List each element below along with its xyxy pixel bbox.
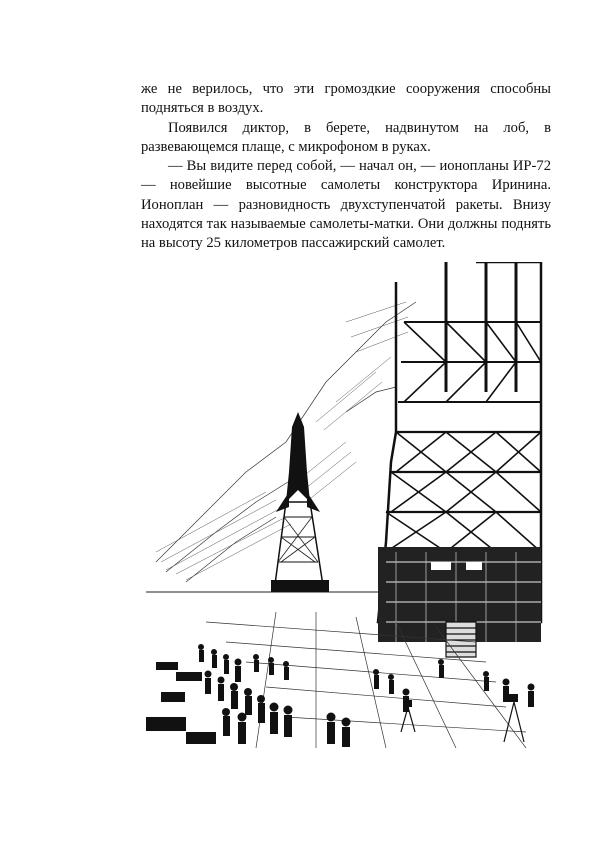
sky-hatching bbox=[156, 302, 408, 580]
paragraph-continuation: же не верилось, что эти громоздкие сооружения способны подняться в воздух. bbox=[141, 81, 551, 117]
paragraph-speech: — Вы видите перед собой, — начал он, — ионопланы ИР-72 — новейшие высотные самолеты конструктора Иринина. Ионоплан — разновидность двухступенчатой ракеты. Внизу находятся так называемые самолеты-матки. Они должны поднять на высоту 25 километров пассажирский самолет. bbox=[141, 158, 551, 252]
paragraph-announcer: Появился диктор, в берете, надвинутом на лоб, в развевающемся плаще, с микрофоном в руках. bbox=[141, 119, 551, 155]
tower-stairs bbox=[446, 622, 476, 657]
distant-rocket bbox=[271, 412, 329, 592]
crowd bbox=[146, 644, 535, 747]
body-text bbox=[141, 80, 551, 254]
illustration-rocket-launch-site bbox=[146, 262, 546, 748]
